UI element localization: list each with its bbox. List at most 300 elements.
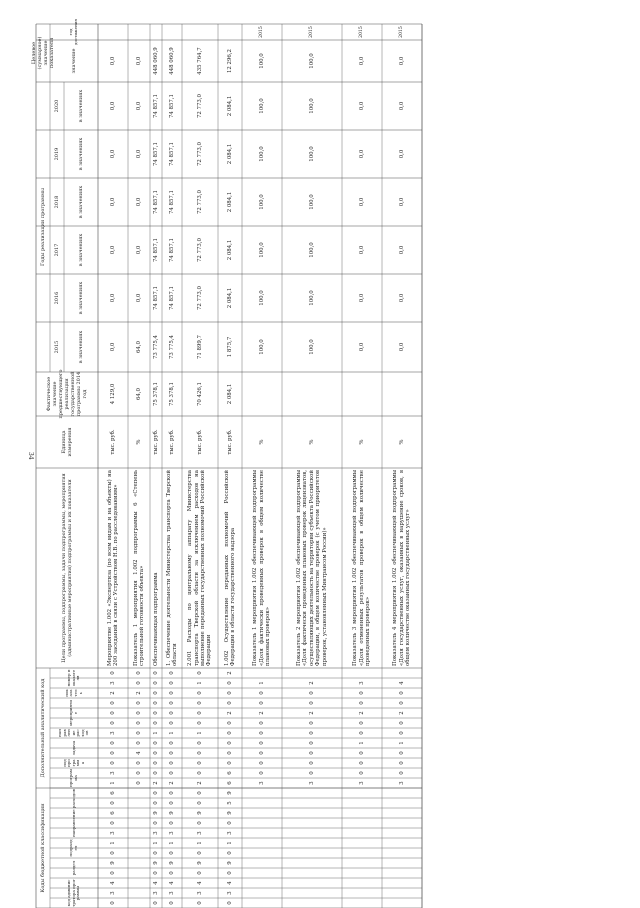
row-9-code-digit-20: 0 (398, 701, 405, 705)
row-8-y2019: 0,0 (358, 149, 365, 159)
row-5-y2016: 2 084,1 (226, 287, 233, 309)
row-3-code-digit-12: 2 (168, 781, 175, 785)
row-5-y2018: 2 084,1 (226, 191, 233, 213)
row-0-code-digit-5: 0 (109, 851, 116, 855)
row-7-code-digit-22: 2 (308, 681, 315, 685)
row-6-y2016: 100,0 (258, 290, 265, 306)
row-8-code-digit-6 (342, 838, 382, 848)
row-9-code-digit-2 (382, 878, 422, 888)
row-0-code-digit-14: 0 (109, 761, 116, 765)
row-0-code-digit-7: 3 (109, 831, 116, 835)
row-3-code-digit-16: 0 (168, 741, 175, 745)
row-8-code-digit-2 (342, 878, 382, 888)
row-3-code-digit-22: 0 (168, 681, 175, 685)
row-4-code-digit-21: 0 (196, 691, 203, 695)
row-9-y2016: 0,0 (398, 293, 405, 303)
row-7-y2015: 100,0 (308, 339, 315, 355)
row-3-code-digit-9: 9 (168, 811, 175, 815)
page-number: 34 (27, 452, 34, 460)
header-subprogram: подпрограмма (61, 759, 85, 767)
row-1-code-digit-1 (128, 888, 150, 898)
row-0-target-year (98, 24, 128, 40)
row-1-y2019: 0,0 (135, 149, 142, 159)
row-3-code-digit-7: 3 (168, 831, 175, 835)
row-0-code-digit-19: 0 (109, 711, 116, 715)
header-target-year: год достижения (68, 19, 78, 45)
row-5-target-year (218, 24, 242, 40)
row-4-code-digit-15: 0 (196, 751, 203, 755)
row-9-y2019: 0,0 (398, 149, 405, 159)
row-7-y2017: 100,0 (308, 242, 315, 258)
row-1-code-digit-20: 0 (135, 701, 142, 705)
row-7-code-digit-19: 2 (308, 711, 315, 715)
header-fact-2014: Фактическое значение предшествующего реализации государственной программы 2014 год (46, 369, 88, 419)
row-6-fact (242, 372, 282, 416)
row-9-unit: % (398, 439, 405, 445)
row-4-code-digit-5: 0 (196, 851, 203, 855)
row-2-code-digit-10: 0 (152, 801, 159, 805)
row-5-unit: тыс. руб. (226, 429, 233, 455)
row-1-y2015: 64,0 (135, 341, 142, 354)
row-4-code-digit-13: 0 (196, 771, 203, 775)
row-4-code-digit-23: 0 (196, 671, 203, 675)
row-9-code-digit-21: 0 (398, 691, 405, 695)
row-9-code-digit-15: 0 (398, 751, 405, 755)
row-5-code-digit-2: 4 (226, 881, 233, 885)
row-9-code-digit-1 (382, 888, 422, 898)
row-4-code-digit-2: 4 (196, 881, 203, 885)
header-admin-code: код администратора программы (66, 879, 81, 907)
row-8-code-digit-12: 3 (358, 781, 365, 785)
row-4-code-digit-17: 1 (196, 731, 203, 735)
row-0-code-digit-16: 0 (109, 741, 116, 745)
rotated-table-page (31, 19, 574, 908)
row-4-code-digit-9: 9 (196, 811, 203, 815)
row-5-code-digit-17: 0 (226, 731, 233, 735)
row-4-y2017: 72 773,0 (196, 238, 203, 263)
row-4-y2019: 72 773,0 (196, 142, 203, 167)
row-2-code-digit-9: 9 (152, 811, 159, 815)
row-3-code-digit-5: 0 (168, 851, 175, 855)
table-cells (31, 19, 574, 908)
row-9-code-digit-3 (382, 868, 422, 878)
header-direction: направление расходов (56, 729, 90, 737)
row-8-code-digit-8 (342, 818, 382, 828)
row-8-target-year: 2015 (358, 26, 364, 38)
row-2-code-digit-18: 0 (152, 721, 159, 725)
row-8-fact (342, 372, 382, 416)
row-2-code-digit-16: 0 (152, 741, 159, 745)
row-9-code-digit-0 (382, 898, 422, 908)
row-4-target-year (182, 24, 218, 40)
row-8-y2016: 0,0 (358, 293, 365, 303)
row-0-y2019: 0,0 (109, 149, 116, 159)
header-expense-direction: направление расходов (70, 789, 76, 837)
row-8-code-digit-11 (342, 788, 382, 798)
row-3-target-year (162, 24, 182, 40)
row-0-code-digit-10: 0 (109, 801, 116, 805)
row-1-code-digit-3 (128, 868, 150, 878)
row-2-code-digit-19: 0 (152, 711, 159, 715)
row-6-code-digit-11 (242, 788, 282, 798)
header-target: Целевое (суммарное) значение показателя (31, 36, 55, 70)
row-5-y2020: 2 084,1 (226, 95, 233, 117)
row-0-y2020: 0,0 (109, 101, 116, 111)
row-8-code-digit-20: 0 (358, 701, 365, 705)
header-years: Годы реализации программы (40, 188, 46, 266)
row-2-code-digit-12: 2 (152, 781, 159, 785)
row-4-fact: 70 426,1 (196, 382, 203, 407)
header-program-code: Коды бюджетной классификации (40, 803, 46, 893)
header-subsection: подраздел (68, 839, 78, 857)
row-4-y2018: 72 773,0 (196, 190, 203, 215)
row-0-fact: 4 129,0 (109, 383, 116, 405)
row-7-code-digit-21: 0 (308, 691, 315, 695)
header-values-2015: в значениях (78, 330, 84, 364)
row-7-target-value: 100,0 (308, 53, 315, 69)
row-9-code-digit-8 (382, 818, 422, 828)
row-6-code-digit-13: 0 (258, 771, 265, 775)
row-3-code-digit-14: 0 (168, 761, 175, 765)
row-9-target-year: 2015 (398, 26, 404, 38)
header-values-2020: в значениях (78, 89, 84, 123)
row-1-code-digit-8 (128, 818, 150, 828)
row-6-code-digit-20: 0 (258, 701, 265, 705)
row-6-code-digit-23 (242, 668, 282, 678)
row-9-code-digit-19: 2 (398, 711, 405, 715)
row-2-code-digit-22: 0 (152, 681, 159, 685)
row-9-code-digit-6 (382, 838, 422, 848)
row-3-y2017: 74 857,1 (168, 238, 175, 263)
row-3-y2018: 74 857,1 (168, 190, 175, 215)
row-8-code-digit-14: 0 (358, 761, 365, 765)
row-9-code-digit-14: 0 (398, 761, 405, 765)
header-program: программа (68, 769, 78, 787)
row-2-code-digit-7: 3 (152, 831, 159, 835)
header-year-2018: 2018 (54, 195, 60, 209)
row-4-code-digit-4: 9 (196, 861, 203, 865)
row-9-code-digit-13: 0 (398, 771, 405, 775)
row-7-code-digit-4 (282, 858, 342, 868)
row-1-code-digit-14: 0 (135, 761, 142, 765)
header-year-2020: 2020 (54, 99, 60, 113)
row-7-code-digit-13: 0 (308, 771, 315, 775)
row-7-code-digit-8 (282, 818, 342, 828)
row-2-code-digit-20: 0 (152, 701, 159, 705)
row-9-y2017: 0,0 (398, 245, 405, 255)
row-5-code-digit-23: 2 (226, 671, 233, 675)
row-7-code-digit-9 (282, 808, 342, 818)
row-0-code-digit-13: 3 (109, 771, 116, 775)
row-7-code-digit-7 (282, 828, 342, 838)
header-year-2015: 2015 (54, 340, 60, 354)
row-6-code-digit-16: 0 (258, 741, 265, 745)
row-8-y2018: 0,0 (358, 197, 365, 207)
row-7-y2018: 100,0 (308, 194, 315, 210)
row-2-code-digit-14: 0 (152, 761, 159, 765)
row-5-code-digit-16: 0 (226, 741, 233, 745)
row-4-name: 2.001 Расходы по центральному аппарату Министерства транспорта Тверской области за исключением расходов на выполнение переданных государственных полномочий Российской Федерации (187, 470, 213, 666)
row-5-code-digit-3: 0 (226, 871, 233, 875)
row-7-fact (282, 372, 342, 416)
row-5-y2017: 2 084,1 (226, 239, 233, 261)
row-2-y2017: 74 857,1 (152, 238, 159, 263)
header-additional-code: Дополнительный аналитический код (40, 678, 46, 778)
row-8-unit: % (358, 439, 365, 445)
row-4-code-digit-0: 0 (196, 901, 203, 905)
row-2-code-digit-17: 1 (152, 731, 159, 735)
row-9-code-digit-17: 0 (398, 731, 405, 735)
row-9-code-digit-9 (382, 808, 422, 818)
header-section: раздел (70, 860, 76, 876)
row-0-code-digit-20: 0 (109, 701, 116, 705)
row-2-y2018: 74 857,1 (152, 190, 159, 215)
row-7-code-digit-0 (282, 898, 342, 908)
row-9-code-digit-7 (382, 828, 422, 838)
row-4-code-digit-8: 0 (196, 821, 203, 825)
row-3-code-digit-1: 3 (168, 891, 175, 895)
row-7-y2019: 100,0 (308, 146, 315, 162)
row-5-code-digit-18: 0 (226, 721, 233, 725)
row-2-code-digit-15: 0 (152, 751, 159, 755)
row-1-code-digit-22: 0 (135, 681, 142, 685)
row-8-code-digit-4 (342, 858, 382, 868)
row-2-code-digit-11: 0 (152, 791, 159, 795)
row-1-target-year (128, 24, 150, 40)
row-0-code-digit-17: 3 (109, 731, 116, 735)
row-0-code-digit-0: 0 (109, 901, 116, 905)
row-7-code-digit-18: 0 (308, 721, 315, 725)
row-0-code-digit-21: 2 (109, 691, 116, 695)
row-9-code-digit-12: 3 (398, 781, 405, 785)
row-8-code-digit-5 (342, 848, 382, 858)
row-8-y2017: 0,0 (358, 245, 365, 255)
row-2-code-digit-6: 1 (152, 841, 159, 845)
row-7-code-digit-16: 0 (308, 741, 315, 745)
row-6-code-digit-10 (242, 798, 282, 808)
row-7-code-digit-14: 0 (308, 761, 315, 765)
row-7-y2016: 100,0 (308, 290, 315, 306)
row-1-unit: % (135, 439, 142, 445)
row-2-y2015: 73 775,4 (152, 335, 159, 360)
row-3-code-digit-0: 0 (168, 901, 175, 905)
row-0-code-digit-4: 9 (109, 861, 116, 865)
row-4-code-digit-6: 1 (196, 841, 203, 845)
row-6-code-digit-5 (242, 848, 282, 858)
row-1-code-digit-12: 0 (135, 781, 142, 785)
row-5-y2015: 1 875,7 (226, 336, 233, 358)
row-4-code-digit-10: 0 (196, 801, 203, 805)
row-9-name: Показатель 4 мероприятия 1.002 обеспечивающей подпрограммы «Доля государственных услуг, оказанных в нарушение сроков, в общем количестве оказанных государственных услуг» (392, 470, 412, 666)
row-8-code-digit-23 (342, 668, 382, 678)
row-2-unit: тыс. руб. (152, 429, 159, 455)
row-3-unit: тыс. руб. (168, 429, 175, 455)
row-9-y2015: 0,0 (398, 342, 405, 352)
row-2-code-digit-21: 0 (152, 691, 159, 695)
row-0-code-digit-23: 0 (109, 671, 116, 675)
row-0-name: Мероприятие 1.002 «Экспертиза (по всем видам и на объекты) на 200 заседаний в связи с Устройством Н.В. по расследованиям» (106, 470, 119, 666)
row-9-code-digit-18: 0 (398, 721, 405, 725)
row-3-code-digit-2: 4 (168, 881, 175, 885)
row-5-target-value: 12 296,2 (226, 49, 233, 74)
row-9-code-digit-22: 4 (398, 681, 405, 685)
row-1-code-digit-7 (128, 828, 150, 838)
header-values-2018: в значениях (78, 185, 84, 219)
row-0-code-digit-12: 1 (109, 781, 116, 785)
row-8-code-digit-7 (342, 828, 382, 838)
row-0-code-digit-8: 0 (109, 821, 116, 825)
row-7-code-digit-3 (282, 868, 342, 878)
header-name: Цели программы, подпрограммы, задачи подпрограммы, мероприятия (административные мероприятия) подпрограммы и их показатели (61, 473, 73, 663)
row-0-y2016: 0,0 (109, 293, 116, 303)
row-7-code-digit-12: 3 (308, 781, 315, 785)
row-6-code-digit-2 (242, 878, 282, 888)
row-8-code-digit-19: 2 (358, 711, 365, 715)
row-2-y2020: 74 857,1 (152, 94, 159, 119)
row-2-code-digit-4: 9 (152, 861, 159, 865)
row-0-unit: тыс. руб. (109, 429, 116, 455)
row-7-target-year: 2015 (308, 26, 314, 38)
header-year-2017: 2017 (54, 243, 60, 257)
row-3-code-digit-4: 9 (168, 861, 175, 865)
row-2-name: Обеспечивающая подпрограмма (152, 572, 159, 666)
row-2-code-digit-0: 0 (152, 901, 159, 905)
row-6-code-digit-9 (242, 808, 282, 818)
row-8-y2020: 0,0 (358, 101, 365, 111)
row-4-y2020: 72 773,0 (196, 94, 203, 119)
row-6-code-digit-19: 2 (258, 711, 265, 715)
row-4-code-digit-7: 3 (196, 831, 203, 835)
row-0-y2017: 0,0 (109, 245, 116, 255)
row-7-code-digit-17: 0 (308, 731, 315, 735)
row-1-code-digit-23: 0 (135, 671, 142, 675)
row-4-code-digit-11: 0 (196, 791, 203, 795)
header-indicator-type: показатель (63, 689, 83, 697)
row-1-code-digit-9 (128, 808, 150, 818)
row-3-code-digit-6: 1 (168, 841, 175, 845)
row-4-code-digit-3: 0 (196, 871, 203, 875)
row-0-code-digit-2: 4 (109, 881, 116, 885)
row-1-code-digit-10 (128, 798, 150, 808)
row-1-code-digit-21: 2 (135, 691, 142, 695)
row-3-code-digit-10: 0 (168, 801, 175, 805)
row-9-y2018: 0,0 (398, 197, 405, 207)
row-7-code-digit-10 (282, 798, 342, 808)
row-2-target-year (150, 24, 162, 40)
row-5-code-digit-1: 3 (226, 891, 233, 895)
row-1-code-digit-11 (128, 788, 150, 798)
row-9-code-digit-16: 1 (398, 741, 405, 745)
row-2-code-digit-2: 4 (152, 881, 159, 885)
header-values-2016: в значениях (78, 281, 84, 315)
row-0-code-digit-18: 0 (109, 721, 116, 725)
row-5-code-digit-5: 0 (226, 851, 233, 855)
row-4-code-digit-22: 1 (196, 681, 203, 685)
header-values-2017: в значениях (78, 233, 84, 267)
row-8-code-digit-16: 1 (358, 741, 365, 745)
row-1-code-digit-4 (128, 858, 150, 868)
header-indicator-number: номер показателя (66, 669, 81, 687)
row-3-y2015: 73 775,4 (168, 335, 175, 360)
row-1-y2016: 0,0 (135, 293, 142, 303)
row-1-code-digit-19: 0 (135, 711, 142, 715)
row-3-code-digit-3: 0 (168, 871, 175, 875)
row-3-code-digit-13: 0 (168, 771, 175, 775)
row-1-code-digit-15: 4 (135, 751, 142, 755)
row-1-code-digit-16: 0 (135, 741, 142, 745)
row-5-code-digit-19: 2 (226, 711, 233, 715)
header-values-2019: в значениях (78, 137, 84, 171)
row-8-code-digit-15: 0 (358, 751, 365, 755)
row-6-code-digit-4 (242, 858, 282, 868)
row-7-code-digit-1 (282, 888, 342, 898)
row-5-code-digit-0: 0 (226, 901, 233, 905)
header-target-value: значение (71, 48, 77, 74)
row-4-unit: тыс. руб. (196, 429, 203, 455)
row-9-fact (382, 372, 422, 416)
row-4-code-digit-14: 0 (196, 761, 203, 765)
row-9-code-digit-4 (382, 858, 422, 868)
row-0-code-digit-1: 3 (109, 891, 116, 895)
row-0-code-digit-11: 6 (109, 791, 116, 795)
row-8-code-digit-9 (342, 808, 382, 818)
row-3-y2019: 74 857,1 (168, 142, 175, 167)
row-1-y2017: 0,0 (135, 245, 142, 255)
row-4-code-digit-12: 2 (196, 781, 203, 785)
row-7-code-digit-15: 0 (308, 751, 315, 755)
row-0-code-digit-9: 6 (109, 811, 116, 815)
row-4-code-digit-1: 3 (196, 891, 203, 895)
row-0-code-digit-3: 0 (109, 871, 116, 875)
row-8-name: Показатель 3 мероприятия 1.002 обеспечивающей подпрограммы «Доля отмененных результатов проверок в общем количестве проведенных проверок» (352, 470, 372, 666)
row-1-code-digit-2 (128, 878, 150, 888)
row-8-code-digit-10 (342, 798, 382, 808)
row-5-code-digit-9: 9 (226, 811, 233, 815)
row-6-code-digit-1 (242, 888, 282, 898)
row-5-code-digit-21: 0 (226, 691, 233, 695)
row-8-code-digit-21: 0 (358, 691, 365, 695)
row-6-code-digit-0 (242, 898, 282, 908)
row-6-y2018: 100,0 (258, 194, 265, 210)
row-0-code-digit-6: 1 (109, 841, 116, 845)
row-6-y2019: 100,0 (258, 146, 265, 162)
row-6-target-value: 100,0 (258, 53, 265, 69)
row-2-fact: 75 378,1 (152, 382, 159, 407)
row-1-code-digit-0 (128, 898, 150, 908)
row-1-code-digit-5 (128, 848, 150, 858)
row-1-code-digit-18: 0 (135, 721, 142, 725)
row-2-code-digit-3: 0 (152, 871, 159, 875)
row-5-code-digit-12: 6 (226, 781, 233, 785)
row-3-y2020: 74 857,1 (168, 94, 175, 119)
row-1-name: Показатель 1 мероприятия 1.002 подпрограммы 6 «Степень строительной готовности объекта» (132, 470, 145, 666)
row-3-name: 1. Обеспечение деятельности Министерства транспорта Тверской области (165, 470, 178, 666)
row-3-code-digit-11: 0 (168, 791, 175, 795)
row-9-code-digit-10 (382, 798, 422, 808)
row-6-code-digit-6 (242, 838, 282, 848)
header-unit: Единица измерения (61, 427, 73, 457)
row-1-y2020: 0,0 (135, 101, 142, 111)
row-1-code-digit-13: 0 (135, 771, 142, 775)
row-0-target-value: 0,0 (109, 56, 116, 66)
row-8-code-digit-3 (342, 868, 382, 878)
row-3-code-digit-15: 0 (168, 751, 175, 755)
row-1-fact: 64,0 (135, 388, 142, 401)
row-9-target-value: 0,0 (398, 56, 405, 66)
row-7-code-digit-6 (282, 838, 342, 848)
row-3-code-digit-21: 0 (168, 691, 175, 695)
row-7-code-digit-20: 0 (308, 701, 315, 705)
